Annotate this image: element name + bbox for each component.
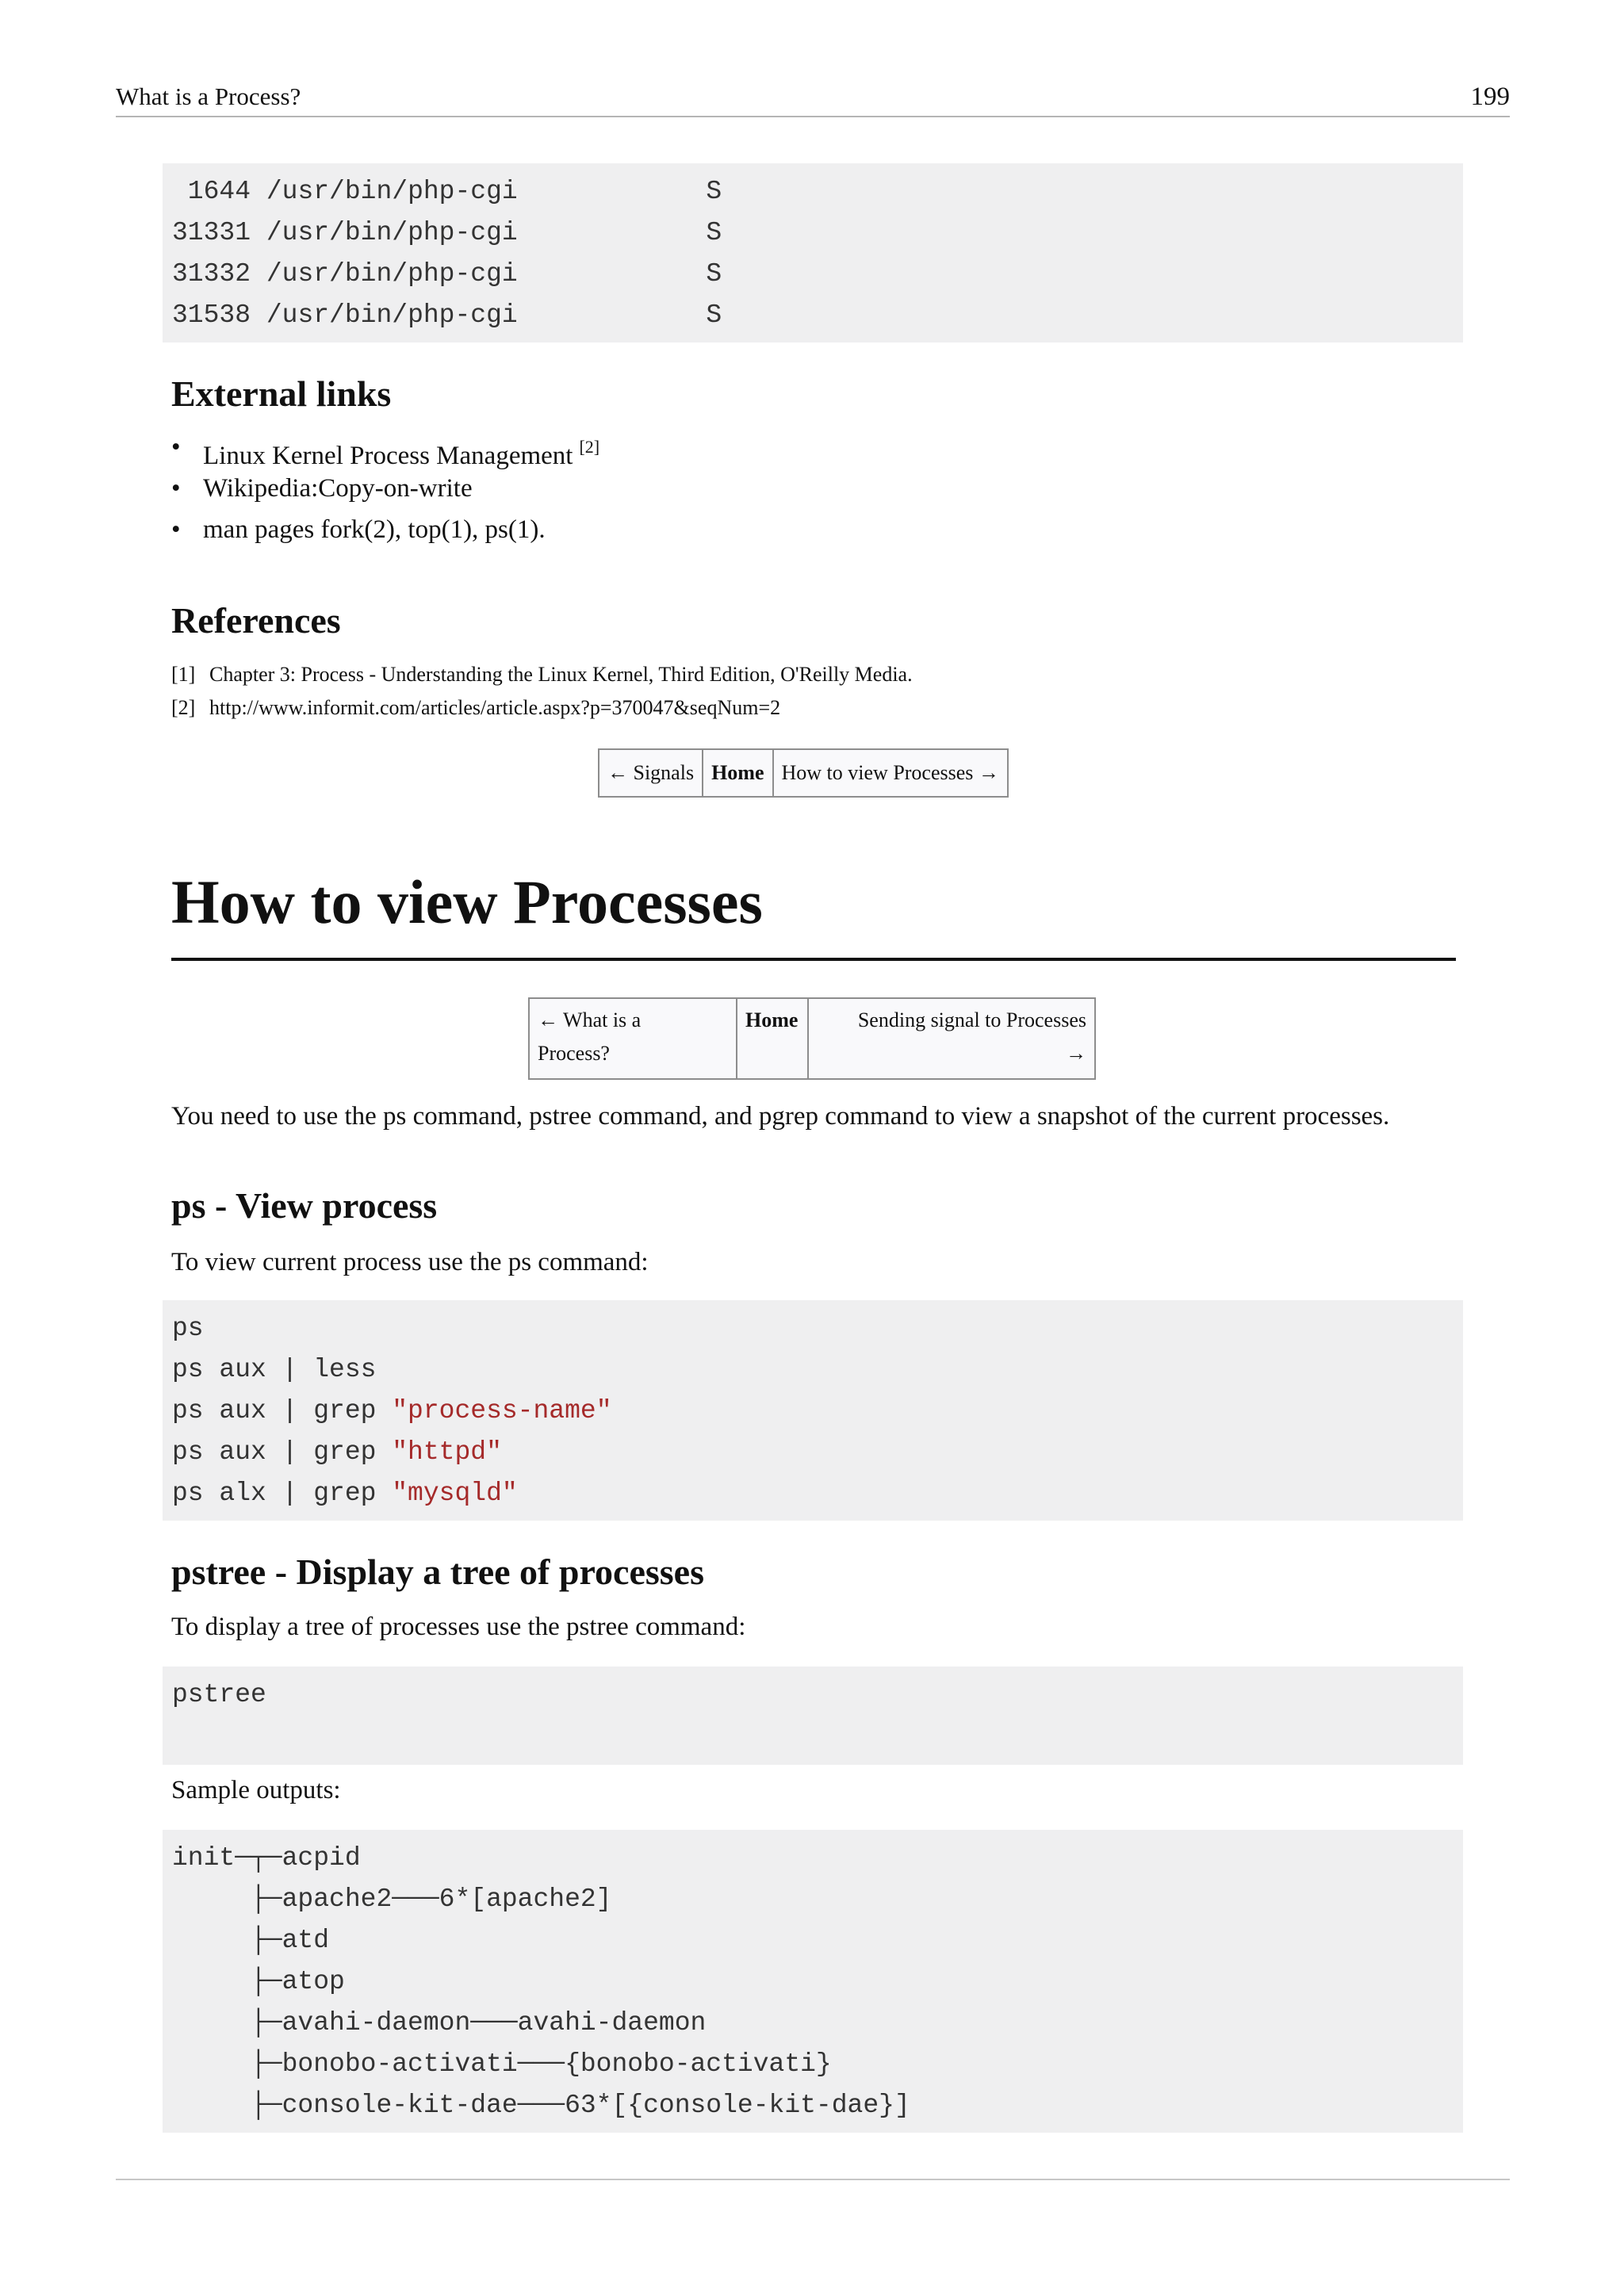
list-item[interactable] <box>171 468 599 509</box>
nav-next-link[interactable] <box>808 998 1095 1079</box>
running-title: What is a Process? <box>116 82 301 110</box>
nav-prev-line: ← What is a <box>538 1008 642 1031</box>
pstree-section-heading: pstree - Display a tree of processes <box>171 1552 704 1592</box>
nav-next-line: Sending signal to Processes <box>857 1008 1086 1031</box>
code-line: ps alx | grep "mysqld" <box>172 1479 518 1508</box>
footnote-ref[interactable]: [2] <box>579 437 600 457</box>
page-number: 199 <box>1470 82 1510 111</box>
footer-rule <box>116 2179 1510 2180</box>
nav-home-link[interactable]: Home <box>703 749 772 797</box>
code-line: ├─apache2───6*[apache2] <box>172 1885 612 1914</box>
reference-link[interactable]: http://www.informit.com/articles/article.aspx?p=370047&seqNum=2 <box>209 696 781 719</box>
code-line: ps <box>172 1314 204 1343</box>
pstree-section-intro: To display a tree of processes use the pstree command: <box>171 1613 746 1641</box>
nav-next-link[interactable]: How to view Processes → <box>773 749 1008 797</box>
running-header <box>116 78 1510 117</box>
process-row: 1644 /usr/bin/php-cgi S <box>172 177 722 206</box>
reference-number: [1] <box>171 663 196 686</box>
bullet-icon: • <box>171 474 181 503</box>
code-line: ├─bonobo-activati───{bonobo-activati} <box>172 2049 832 2079</box>
link-text[interactable]: Wikipedia:Copy-on-write <box>203 474 473 503</box>
ps-section-intro: To view current process use the ps command: <box>171 1248 649 1276</box>
references-heading: References <box>171 600 341 641</box>
ps-code-block <box>163 1300 1463 1521</box>
chapter-title: How to view Processes <box>171 863 1456 961</box>
list-item[interactable] <box>171 427 599 468</box>
pstree-command-block <box>163 1667 1463 1765</box>
chapter-nav-table <box>528 997 1096 1080</box>
bullet-icon: • <box>171 433 181 461</box>
nav-home-link[interactable]: Home <box>737 998 808 1079</box>
process-row: 31332 /usr/bin/php-cgi S <box>172 259 722 289</box>
process-row: 31538 /usr/bin/php-cgi S <box>172 300 722 330</box>
code-line: ps aux | grep "process-name" <box>172 1396 612 1425</box>
external-links-heading: External links <box>171 373 392 414</box>
code-line: ├─avahi-daemon───avahi-daemon <box>172 2008 707 2038</box>
bullet-icon: • <box>171 515 181 544</box>
nav-prev-link[interactable] <box>529 998 737 1079</box>
references-list <box>171 658 913 725</box>
reference-item <box>171 658 913 691</box>
reference-text: Chapter 3: Process - Understanding the Linux Kernel, Third Edition, O'Reilly Media. <box>209 663 913 686</box>
process-row: 31331 /usr/bin/php-cgi S <box>172 218 722 247</box>
reference-item[interactable] <box>171 691 913 725</box>
code-line: ps aux | grep "httpd" <box>172 1437 502 1467</box>
code-line: ├─atd <box>172 1926 330 1955</box>
nav-next-line: → <box>1066 1042 1086 1065</box>
nav-prev-line: Process? <box>538 1042 610 1065</box>
code-line: ├─console-kit-dae───63*[{console-kit-dae}] <box>172 2091 910 2120</box>
code-line: ├─atop <box>172 1967 345 1996</box>
string-literal: "mysqld" <box>392 1479 518 1508</box>
chapter-nav-table <box>598 748 1009 798</box>
ps-section-heading: ps - View process <box>171 1185 438 1226</box>
code-line: init─┬─acpid <box>172 1843 361 1873</box>
nav-prev-link[interactable]: ← Signals <box>599 749 703 797</box>
code-line: pstree <box>172 1680 266 1709</box>
intro-paragraph: You need to use the ps command, pstree command, and pgrep command to view a snapshot of the current processes. <box>171 1102 1390 1131</box>
sample-outputs-label: Sample outputs: <box>171 1776 341 1804</box>
reference-number: [2] <box>171 696 196 719</box>
string-literal: "httpd" <box>392 1437 502 1467</box>
process-list-code-block <box>163 163 1463 342</box>
code-line: ps aux | less <box>172 1355 377 1384</box>
link-text: man pages fork(2), top(1), ps(1). <box>203 515 546 544</box>
external-links-list <box>171 427 599 550</box>
link-text[interactable]: Linux Kernel Process Management <box>203 442 573 470</box>
pstree-output-block <box>163 1830 1463 2133</box>
list-item <box>171 509 599 550</box>
string-literal: "process-name" <box>392 1396 612 1425</box>
